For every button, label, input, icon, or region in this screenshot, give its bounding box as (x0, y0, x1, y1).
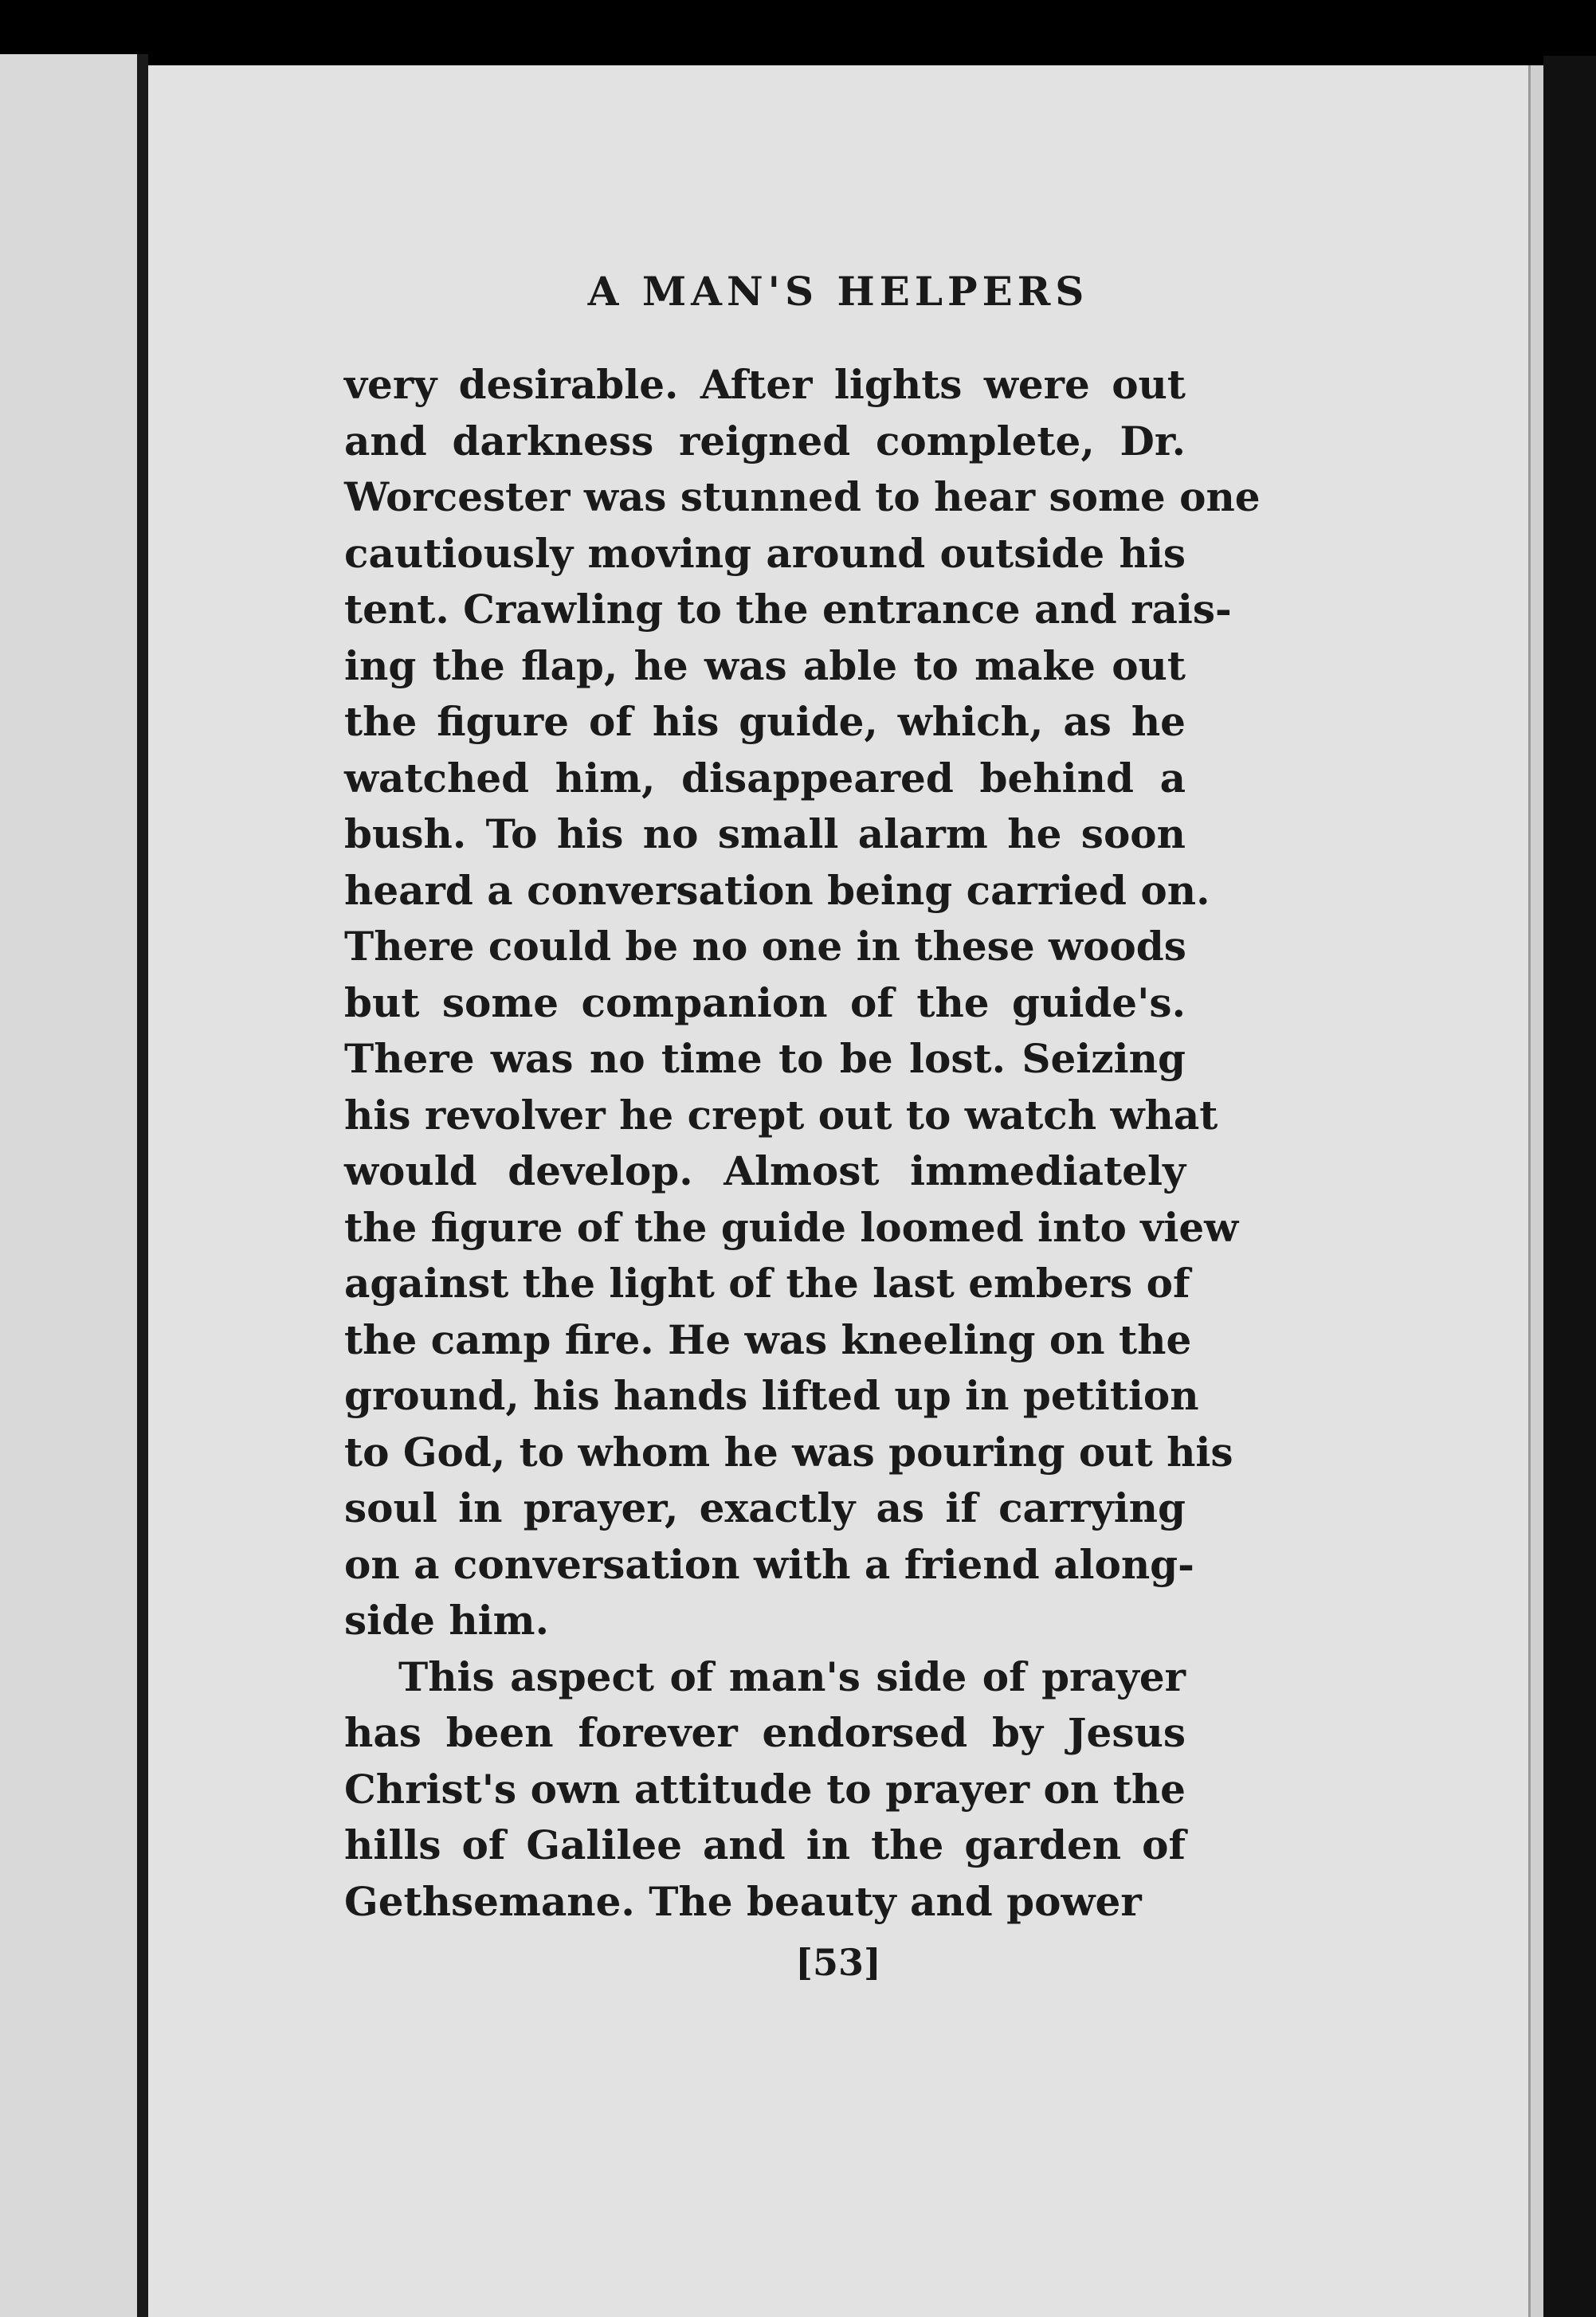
page-number: [53] (795, 1941, 881, 1984)
text-line: has been forever endorsed by Jesus (344, 1709, 1186, 1756)
paragraph (344, 1649, 1186, 1931)
scan-border (1543, 56, 1596, 2317)
text-line: Gethsemane. The beauty and power (344, 1877, 1142, 1925)
text-line: his revolver he crept out to watch what (344, 1091, 1218, 1139)
text-line: tent. Crawling to the entrance and rais- (344, 586, 1232, 633)
text-line: heard a conversation being carried on. (344, 866, 1210, 914)
text-line: Christ's own attitude to prayer on the (344, 1765, 1186, 1813)
text-line: side him. (344, 1597, 549, 1644)
text-line: very desirable. After lights were out (344, 361, 1186, 408)
text-line: but some companion of the guide's. (344, 978, 1186, 1026)
text-line: to God, to whom he was pouring out his (344, 1428, 1233, 1476)
text-line: There was no time to be lost. Seizing (344, 1035, 1186, 1082)
text-line: the camp fire. He was kneeling on the (344, 1315, 1192, 1363)
text-line: Worcester was stunned to hear some one (344, 473, 1261, 520)
body-text (344, 357, 1261, 1930)
text-line: ground, his hands lifted up in petition (344, 1372, 1199, 1419)
text-line: cautiously moving around outside his (344, 529, 1186, 577)
text-line: bush. To his no small alarm he soon (344, 810, 1186, 857)
text-line: hills of Galilee and in the garden of (344, 1821, 1186, 1868)
text-line: watched him, disappeared behind a (344, 754, 1186, 802)
facing-page-edge (0, 54, 142, 2317)
text-line: against the light of the last embers of (344, 1260, 1190, 1307)
running-head: A MAN'S HELPERS (587, 268, 1089, 315)
paragraph (344, 357, 1261, 1649)
text-line: on a conversation with a friend along- (344, 1540, 1194, 1588)
text-line: and darkness reigned complete, Dr. (344, 417, 1186, 465)
text-line: This aspect of man's side of prayer (398, 1652, 1186, 1700)
text-line: soul in prayer, exactly as if carrying (344, 1484, 1186, 1531)
text-line: the figure of his guide, which, as he (344, 698, 1186, 745)
text-line: ing the flap, he was able to make out (344, 641, 1186, 689)
page-edge (1528, 65, 1543, 2317)
text-line: There could be no one in these woods (344, 923, 1186, 970)
text-line: would develop. Almost immediately (344, 1147, 1186, 1194)
text-line: the figure of the guide loomed into view (344, 1203, 1239, 1251)
binding-gutter (137, 54, 148, 2317)
